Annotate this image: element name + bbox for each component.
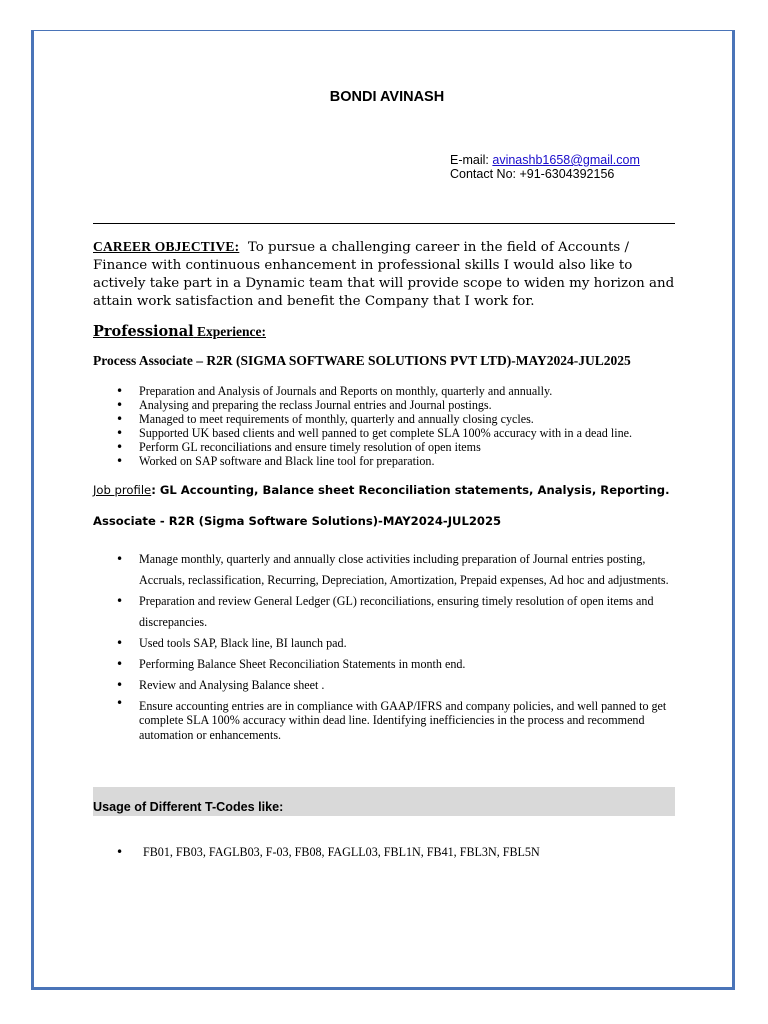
- job2-title: Associate - R2R (Sigma Software Solutions)-MAY2024-JUL2025: [93, 514, 502, 528]
- objective-text: To pursue a challenging career in the field of Accounts / Finance with continuous enhancement in professional skills I would also like to actively take part in a Dynamic team that will provide scope to widen my horizon and attain work satisfaction and benefit the Company that I work for.: [93, 240, 675, 309]
- objective-label: CAREER OBJECTIVE:: [93, 239, 240, 254]
- job-profile: [93, 483, 670, 497]
- list-item: • Analysing and preparing the reclass Journal entries and Journal postings.: [139, 398, 729, 412]
- list-item: • Perform GL reconciliations and ensure timely resolution of open items: [139, 440, 729, 454]
- list-item: • Used tools SAP, Black line, BI launch pad.: [139, 633, 679, 654]
- list-item: • Ensure accounting entries are in compliance with GAAP/IFRS and company policies, and well panned to get complete SLA 100% accuracy within dead line. Identifying inefficiencies in the process and recommend automation or enhancements.: [139, 696, 679, 742]
- list-item: • Worked on SAP software and Black line tool for preparation.: [139, 454, 729, 468]
- candidate-name: BONDI AVINASH: [329, 89, 445, 105]
- job1-bullet-list: [93, 384, 729, 469]
- job2-bullet-list: [93, 549, 679, 742]
- list-item: • Manage monthly, quarterly and annually close activities including preparation of Journal entries posting, Accruals, reclassification, Recurring, Depreciation, Amortization, Prepaid expenses, Ad hoc and adjustments.: [139, 549, 679, 591]
- list-item: • Performing Balance Sheet Reconciliation Statements in month end.: [139, 654, 679, 675]
- contact-number: Contact No: +91-6304392156: [450, 167, 615, 181]
- email-line: [450, 153, 640, 167]
- list-item: • Preparation and Analysis of Journals and Reports on monthly, quarterly and annually.: [139, 384, 729, 398]
- list-item: • Supported UK based clients and well panned to get complete SLA 100% accuracy with in a dead line.: [139, 426, 729, 440]
- list-item: • Preparation and review General Ledger (GL) reconciliations, ensuring timely resolution of open items and discrepancies.: [139, 591, 679, 633]
- job-profile-text: : GL Accounting, Balance sheet Reconciliation statements, Analysis, Reporting.: [151, 483, 670, 497]
- experience-heading-main: Professional: [93, 323, 194, 340]
- email-link[interactable]: avinashb1658@gmail.com: [492, 153, 640, 167]
- email-label: E-mail:: [450, 153, 493, 167]
- contact-block: [450, 153, 640, 181]
- list-item: • Review and Analysing Balance sheet .: [139, 675, 679, 696]
- career-objective: [93, 238, 683, 311]
- experience-heading: [93, 323, 266, 341]
- tcodes-heading: Usage of Different T-Codes like:: [93, 800, 284, 814]
- job-profile-label: Job profile: [93, 483, 152, 497]
- header-divider: [93, 223, 675, 224]
- tcodes-list: [93, 845, 703, 860]
- list-item: • Managed to meet requirements of monthly, quarterly and annually closing cycles.: [139, 412, 729, 426]
- job1-title: Process Associate – R2R (SIGMA SOFTWARE SOLUTIONS PVT LTD)-MAY2024-JUL2025: [93, 353, 631, 368]
- experience-heading-sub: Experience:: [193, 324, 266, 339]
- list-item: • FB01, FB03, FAGLB03, F-03, FB08, FAGLL03, FBL1N, FB41, FBL3N, FBL5N: [143, 845, 703, 860]
